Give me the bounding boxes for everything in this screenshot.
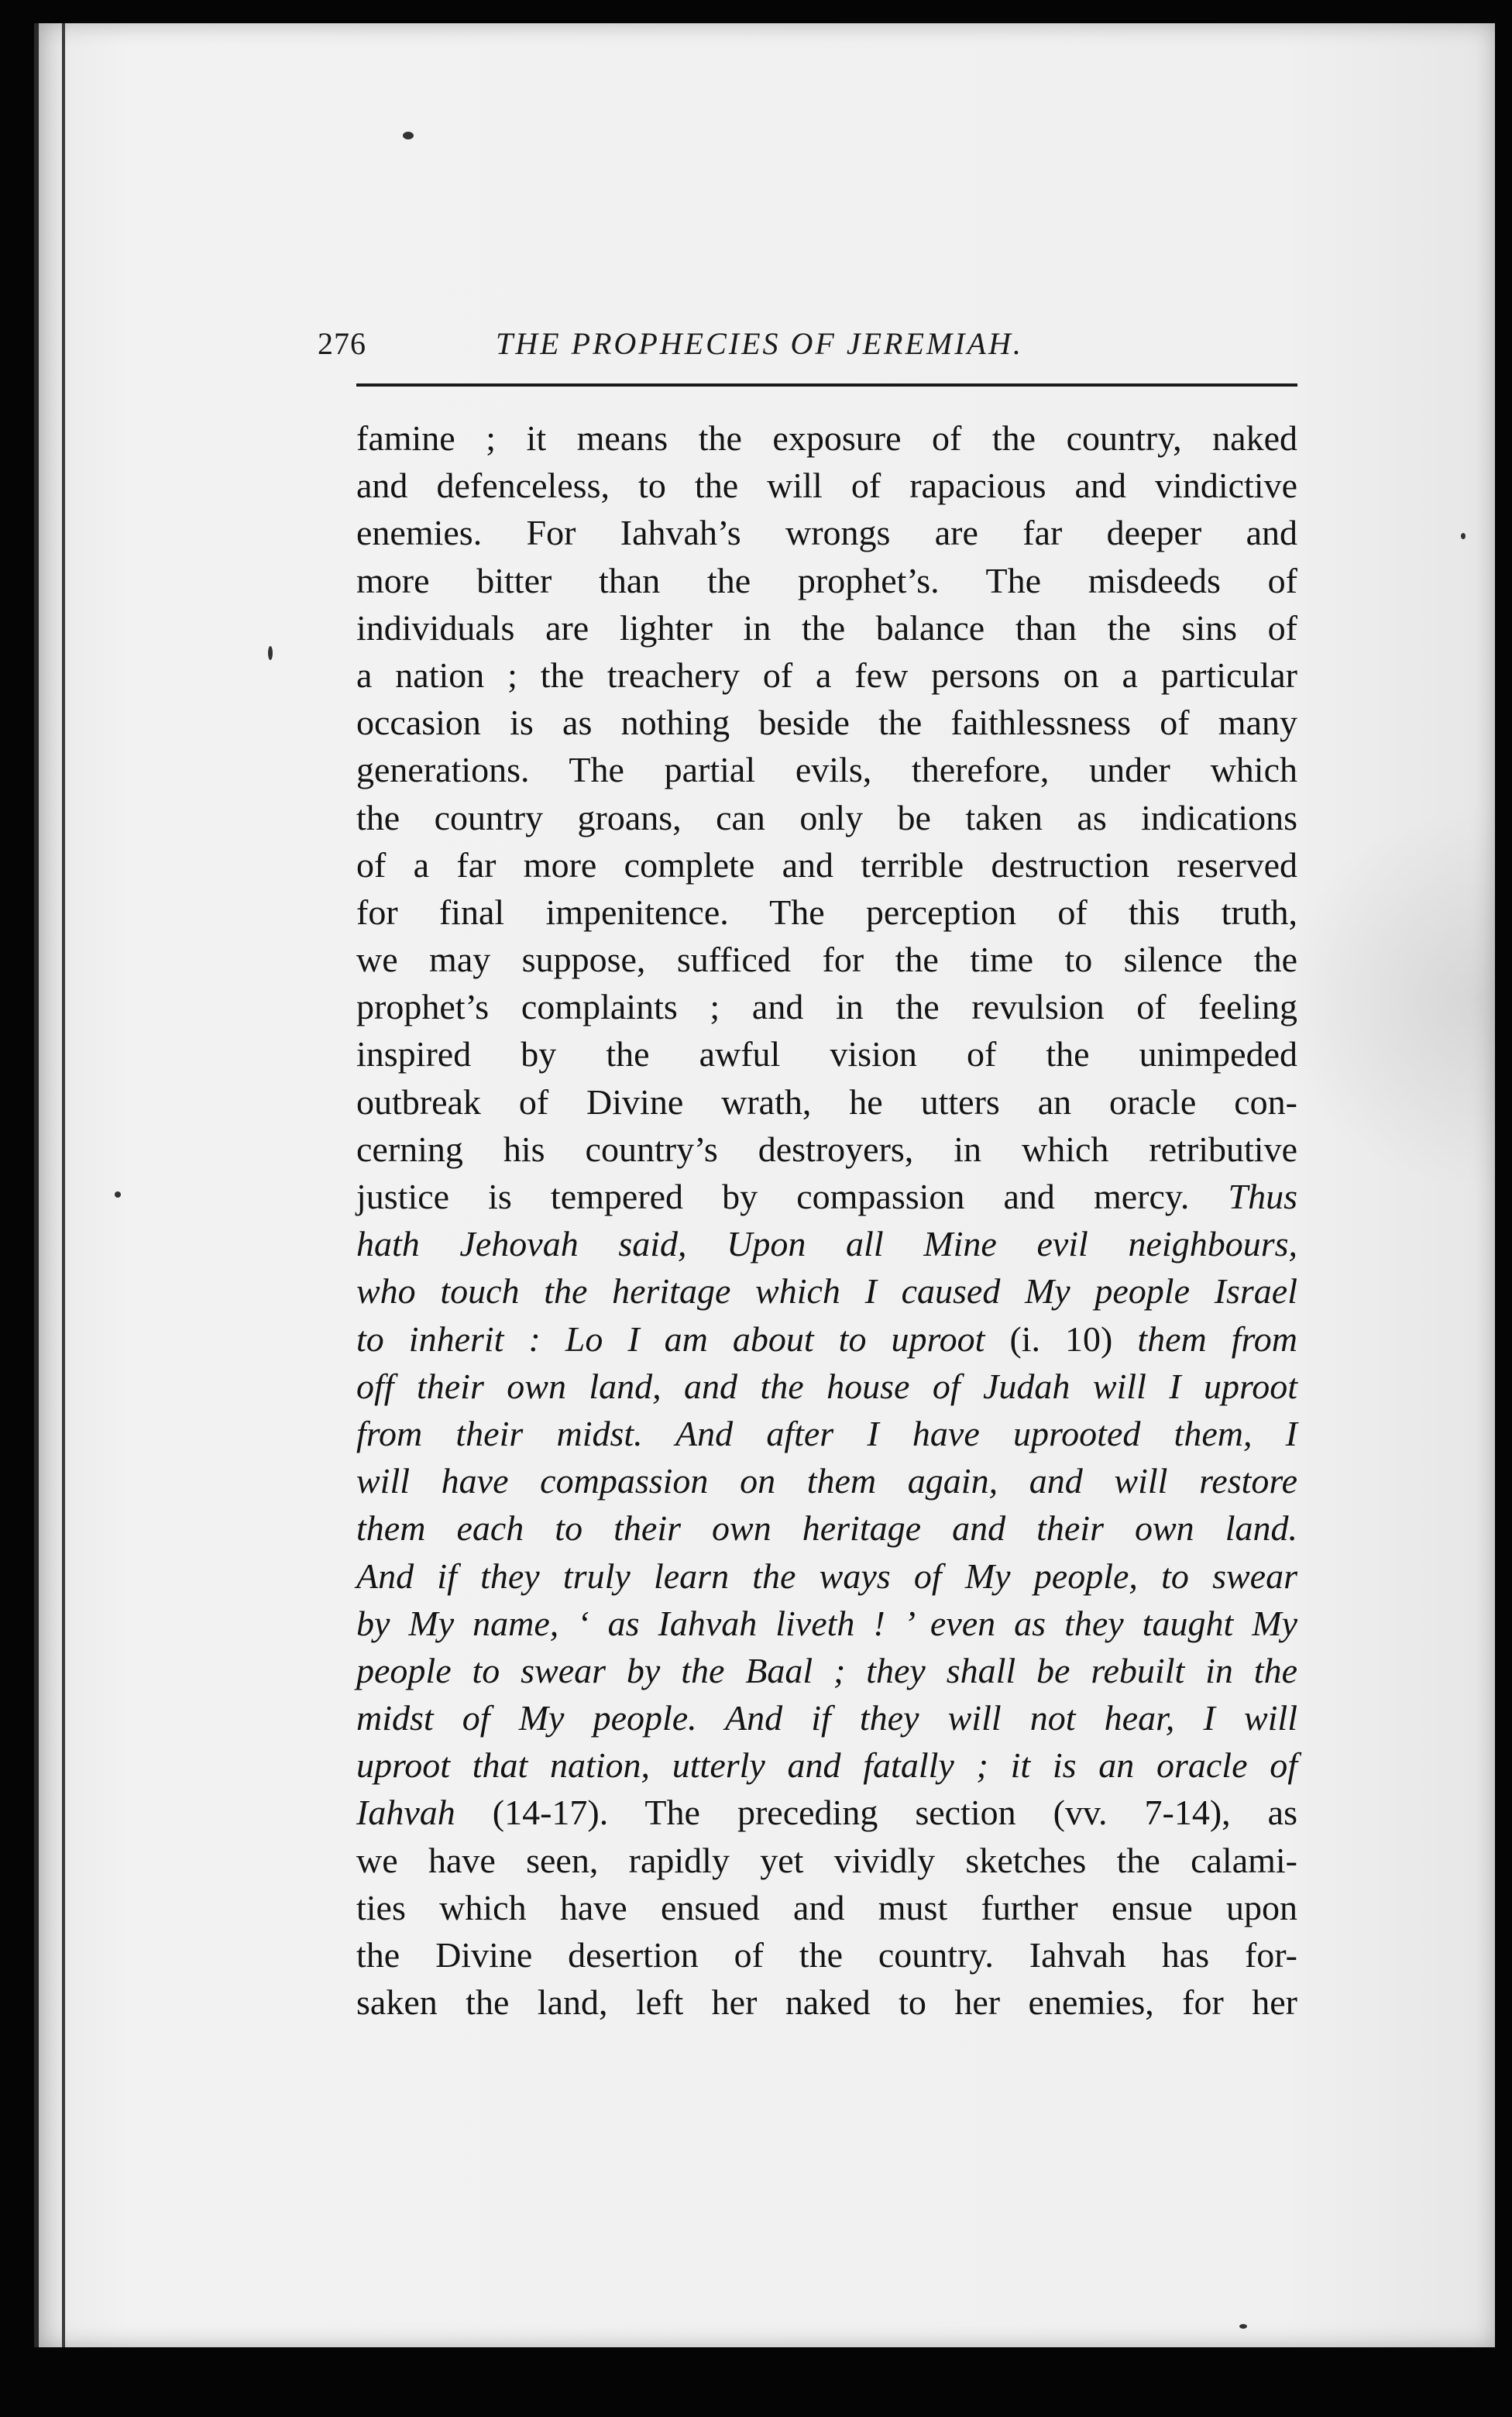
text-line — [356, 1884, 1297, 1931]
text-line — [356, 1931, 1297, 1979]
text-line — [356, 1363, 1297, 1410]
italic-text-segment: off their own land, and the house of Judah will I uproot — [356, 1366, 1297, 1406]
scan-speck — [268, 646, 273, 660]
text-line — [356, 1078, 1297, 1126]
text-line — [356, 1552, 1297, 1600]
italic-text-segment: from their midst. And after I have uprooted them, I — [356, 1413, 1297, 1453]
text-line — [356, 1220, 1297, 1267]
text-line — [356, 1126, 1297, 1173]
text-line — [356, 983, 1297, 1030]
text-line — [356, 794, 1297, 841]
scan-speck — [403, 132, 414, 139]
text-segment: we have seen, rapidly yet vividly sketches the calami- — [356, 1840, 1297, 1880]
italic-text-segment: them from — [1112, 1319, 1297, 1359]
text-line — [356, 1410, 1297, 1457]
text-line — [356, 1979, 1297, 2026]
text-line — [356, 699, 1297, 746]
page-header — [318, 325, 1294, 372]
text-segment: prophet’s complaints ; and in the revulsion of feeling — [356, 987, 1297, 1027]
text-line — [356, 1267, 1297, 1315]
page-number: 276 — [318, 326, 366, 361]
page-edge-line — [62, 23, 65, 2347]
text-segment: the country groans, can only be taken as indications — [356, 797, 1297, 837]
italic-text-segment: hath Jehovah said, Upon all Mine evil neighbours, — [356, 1224, 1297, 1264]
text-line — [356, 1789, 1297, 1836]
text-segment: the Divine desertion of the country. Iahvah has for- — [356, 1935, 1297, 1975]
text-segment: occasion is as nothing beside the faithlessness of many — [356, 703, 1297, 743]
text-segment: generations. The partial evils, therefore, under which — [356, 750, 1297, 790]
text-segment: famine ; it means the exposure of the country, naked — [356, 418, 1297, 458]
text-line — [356, 1030, 1297, 1078]
italic-text-segment: who touch the heritage which I caused My people Israel — [356, 1271, 1297, 1312]
text-segment: individuals are lighter in the balance than the sins of — [356, 607, 1297, 648]
text-line — [356, 604, 1297, 652]
scan-speck — [1461, 533, 1466, 539]
italic-text-segment: will have compassion on them again, and will restore — [356, 1461, 1297, 1501]
text-segment: saken the land, left her naked to her enemies, for her — [356, 1982, 1297, 2023]
text-segment: (i. 10) — [1009, 1319, 1113, 1359]
body-text — [356, 414, 1297, 2026]
text-segment: outbreak of Divine wrath, he utters an oracle con- — [356, 1081, 1297, 1122]
italic-text-segment: to inherit : Lo I am about to uproot — [356, 1319, 1010, 1359]
text-line — [356, 889, 1297, 936]
text-segment: inspired by the awful vision of the unimpeded — [356, 1034, 1297, 1074]
italic-text-segment: midst of My people. And if they will not hear, I will — [356, 1698, 1297, 1738]
header-rule — [356, 383, 1297, 387]
scan-speck — [115, 1191, 121, 1198]
text-segment: more bitter than the prophet’s. The misdeeds of — [356, 560, 1297, 600]
text-line — [356, 1647, 1297, 1694]
text-segment: we may suppose, sufficed for the time to silence the — [356, 940, 1297, 980]
italic-text-segment: by My name, ‘ as Iahvah liveth ! ’ even as they taught My — [356, 1603, 1297, 1643]
text-line — [356, 936, 1297, 983]
text-line — [356, 414, 1297, 462]
text-line — [356, 1457, 1297, 1504]
italic-text-segment: Thus — [1228, 1177, 1297, 1216]
text-line — [356, 841, 1297, 889]
text-segment: cerning his country’s destroyers, in which retributive — [356, 1129, 1297, 1169]
text-segment: justice is tempered by compassion and mercy. — [356, 1177, 1228, 1216]
italic-text-segment: uproot that nation, utterly and fatally ; it is an oracle of — [356, 1745, 1297, 1786]
text-line — [356, 1504, 1297, 1552]
italic-text-segment: Iahvah — [356, 1793, 455, 1833]
italic-text-segment: people to swear by the Baal ; they shall be rebuilt in the — [356, 1650, 1297, 1690]
text-line — [356, 1837, 1297, 1884]
text-line — [356, 1741, 1297, 1789]
running-title: THE PROPHECIES OF JEREMIAH. — [496, 326, 1023, 361]
text-line — [356, 1600, 1297, 1647]
scan-speck — [1239, 2324, 1247, 2329]
text-segment: ties which have ensued and must further ensue upon — [356, 1887, 1297, 1927]
text-segment: (14-17). The preceding section (vv. 7-14), as — [455, 1793, 1297, 1833]
text-line — [356, 1315, 1297, 1363]
text-line — [356, 462, 1297, 509]
text-segment: enemies. For Iahvah’s wrongs are far deeper and — [356, 513, 1297, 553]
text-line — [356, 746, 1297, 793]
text-line — [356, 652, 1297, 699]
text-segment: and defenceless, to the will of rapacious and vindictive — [356, 466, 1297, 506]
text-segment: a nation ; the treachery of a few persons on a particular — [356, 655, 1297, 695]
text-segment: of a far more complete and terrible destruction reserved — [356, 844, 1297, 885]
text-line — [356, 509, 1297, 556]
text-segment: for final impenitence. The perception of this truth, — [356, 892, 1297, 932]
italic-text-segment: them each to their own heritage and their own land. — [356, 1508, 1297, 1549]
text-line — [356, 1694, 1297, 1741]
text-line — [356, 1173, 1297, 1220]
italic-text-segment: And if they truly learn the ways of My people, to swear — [356, 1556, 1297, 1596]
text-line — [356, 557, 1297, 604]
